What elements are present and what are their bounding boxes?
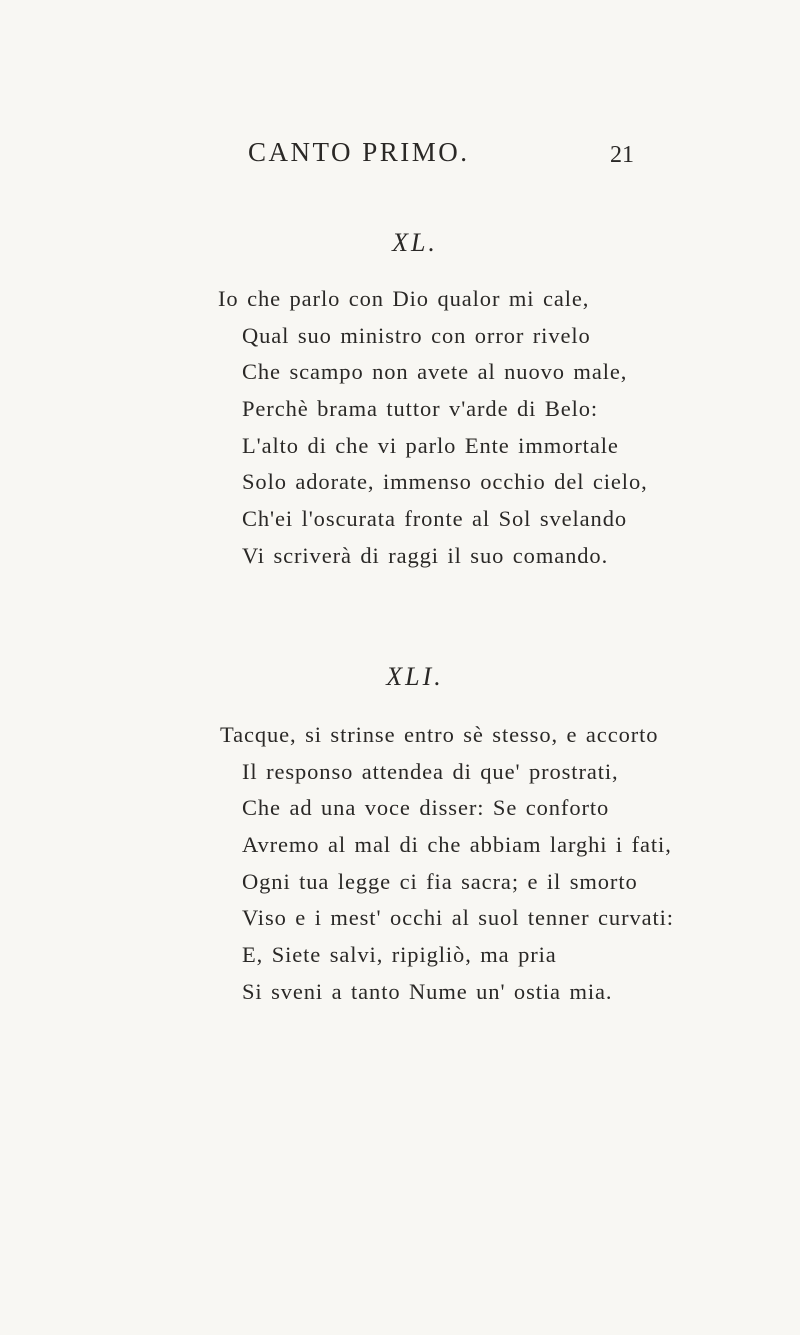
verse-line: Qual suo ministro con orror rivelo — [242, 322, 591, 348]
stanza-number-xli: XLI. — [386, 662, 444, 691]
verse-line: Che ad una voce disser: Se conforto — [242, 795, 610, 821]
running-head — [0, 132, 800, 172]
verse-line: Perchè brama tuttor v'arde di Belo: — [242, 396, 599, 422]
page-number: 21 — [610, 142, 634, 168]
verse-line: Che scampo non avete al nuovo male, — [242, 359, 628, 385]
verse-line: Ogni tua legge ci fia sacra; e il smorto — [242, 868, 638, 894]
verse-line: Il responso attendea di que' prostrati, — [242, 758, 619, 784]
verse-line: Vi scriverà di raggi il suo comando. — [242, 542, 609, 568]
verse-line: L'alto di che vi parlo Ente immortale — [242, 432, 619, 458]
running-title: CANTO PRIMO. — [248, 137, 470, 167]
verse-line: Si sveni a tanto Nume un' ostia mia. — [242, 978, 613, 1004]
stanza-number-xl: XL. — [392, 228, 438, 257]
verse-line: Viso e i mest' occhi al suol tenner curvati: — [242, 905, 674, 931]
verse-line: Ch'ei l'oscurata fronte al Sol svelando — [242, 506, 627, 532]
stanza-xli — [0, 717, 800, 1011]
verse-line: Avremo al mal di che abbiam larghi i fati, — [242, 832, 672, 858]
verse-line: Solo adorate, immenso occhio del cielo, — [242, 469, 648, 495]
stanza-xl — [0, 281, 800, 575]
verse-line: E, Siete salvi, ripigliò, ma pria — [242, 942, 557, 968]
verse-line: Io che parlo con Dio qualor mi cale, — [218, 286, 590, 311]
verse-line: Tacque, si strinse entro sè stesso, e accorto — [220, 722, 659, 747]
